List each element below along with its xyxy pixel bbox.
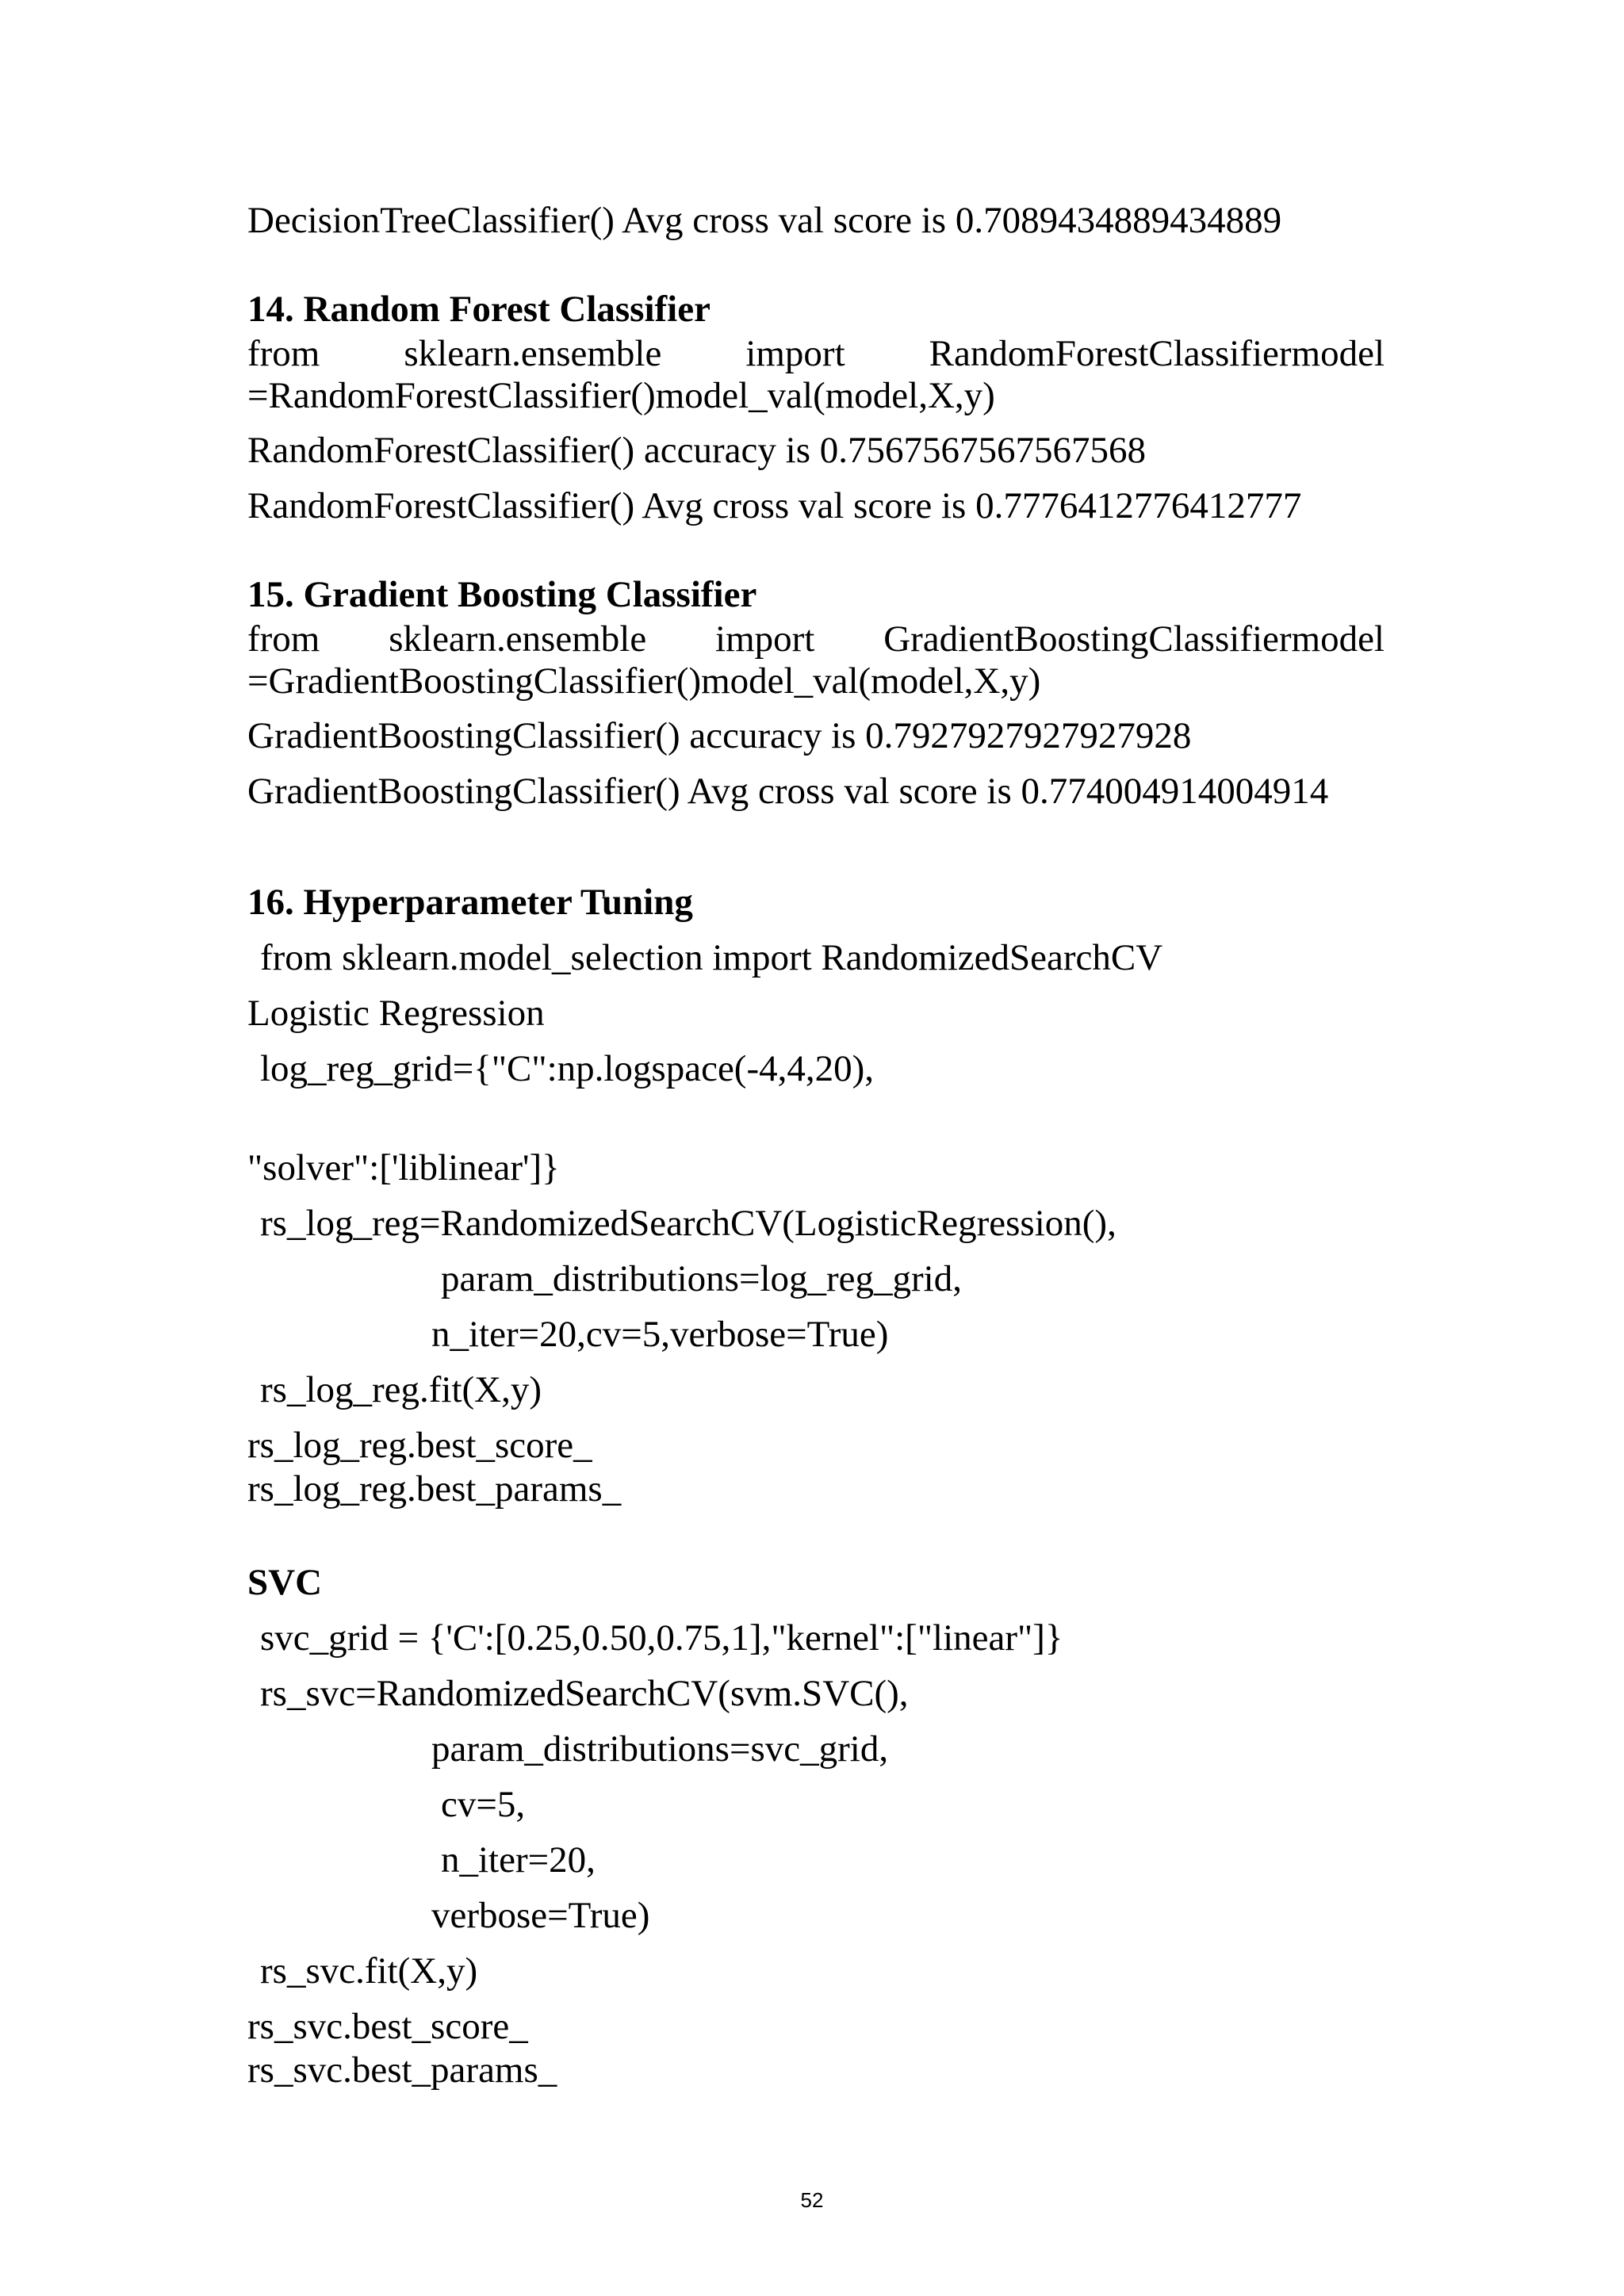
random-forest-accuracy-line: RandomForestClassifier() accuracy is 0.7567567567567568 [247,430,1147,471]
svc-n-iter-line: n_iter=20, [441,1839,596,1881]
rf-import-word: RandomForestClassifiermodel [929,333,1385,374]
gb-import-word: from [247,618,320,660]
svc-heading: SVC [247,1562,323,1603]
hyperparameter-tuning-heading: 16. Hyperparameter Tuning [247,882,693,923]
decision-tree-score-line: DecisionTreeClassifier() Avg cross val score is 0.7089434889434889 [247,200,1282,241]
random-forest-model-line: =RandomForestClassifier()model_val(model,X,y) [247,375,995,416]
log-reg-n-iter-line: n_iter=20,cv=5,verbose=True) [431,1314,889,1355]
random-forest-score-line: RandomForestClassifier() Avg cross val score is 0.7776412776412777 [247,485,1302,526]
svc-param-distributions-line: param_distributions=svc_grid, [431,1728,889,1770]
gradient-boosting-model-line: =GradientBoostingClassifier()model_val(model,X,y) [247,660,1041,702]
random-forest-heading: 14. Random Forest Classifier [247,289,710,330]
rf-import-word: sklearn.ensemble [404,333,662,374]
log-reg-best-params-line: rs_log_reg.best_params_ [247,1468,622,1510]
rf-import-word: from [247,333,320,374]
gradient-boosting-accuracy-line: GradientBoostingClassifier() accuracy is 0.7927927927927928 [247,715,1192,756]
rs-log-reg-line: rs_log_reg=RandomizedSearchCV(LogisticRegression(), [260,1203,1116,1244]
svc-verbose-line: verbose=True) [431,1895,650,1936]
log-reg-grid-line: log_reg_grid={"C":np.logspace(-4,4,20), [260,1048,875,1089]
gradient-boosting-score-line: GradientBoostingClassifier() Avg cross val score is 0.774004914004914 [247,771,1329,812]
svc-grid-line: svc_grid = {'C':[0.25,0.50,0.75,1],"kernel":["linear"]} [260,1617,1063,1659]
log-reg-param-distributions-line: param_distributions=log_reg_grid, [441,1258,962,1299]
logistic-regression-label: Logistic Regression [247,993,545,1034]
svc-fit-line: rs_svc.fit(X,y) [260,1950,478,1992]
log-reg-best-score-line: rs_log_reg.best_score_ [247,1425,592,1466]
log-reg-fit-line: rs_log_reg.fit(X,y) [260,1369,542,1410]
gradient-boosting-import-line [247,617,1385,661]
gb-import-word: GradientBoostingClassifiermodel [883,618,1385,660]
gradient-boosting-heading: 15. Gradient Boosting Classifier [247,574,757,615]
gb-import-word: import [715,618,815,660]
random-forest-import-line [247,331,1385,376]
rf-import-word: import [745,333,845,374]
log-reg-solver-line: "solver":['liblinear']} [247,1147,560,1188]
hyperparameter-import-line: from sklearn.model_selection import RandomizedSearchCV [260,937,1163,978]
svc-cv-line: cv=5, [441,1784,526,1825]
svc-best-params-line: rs_svc.best_params_ [247,2049,557,2091]
page-number: 52 [800,2188,824,2212]
svc-best-score-line: rs_svc.best_score_ [247,2006,528,2047]
gb-import-word: sklearn.ensemble [389,618,647,660]
rs-svc-line: rs_svc=RandomizedSearchCV(svm.SVC(), [260,1673,909,1714]
